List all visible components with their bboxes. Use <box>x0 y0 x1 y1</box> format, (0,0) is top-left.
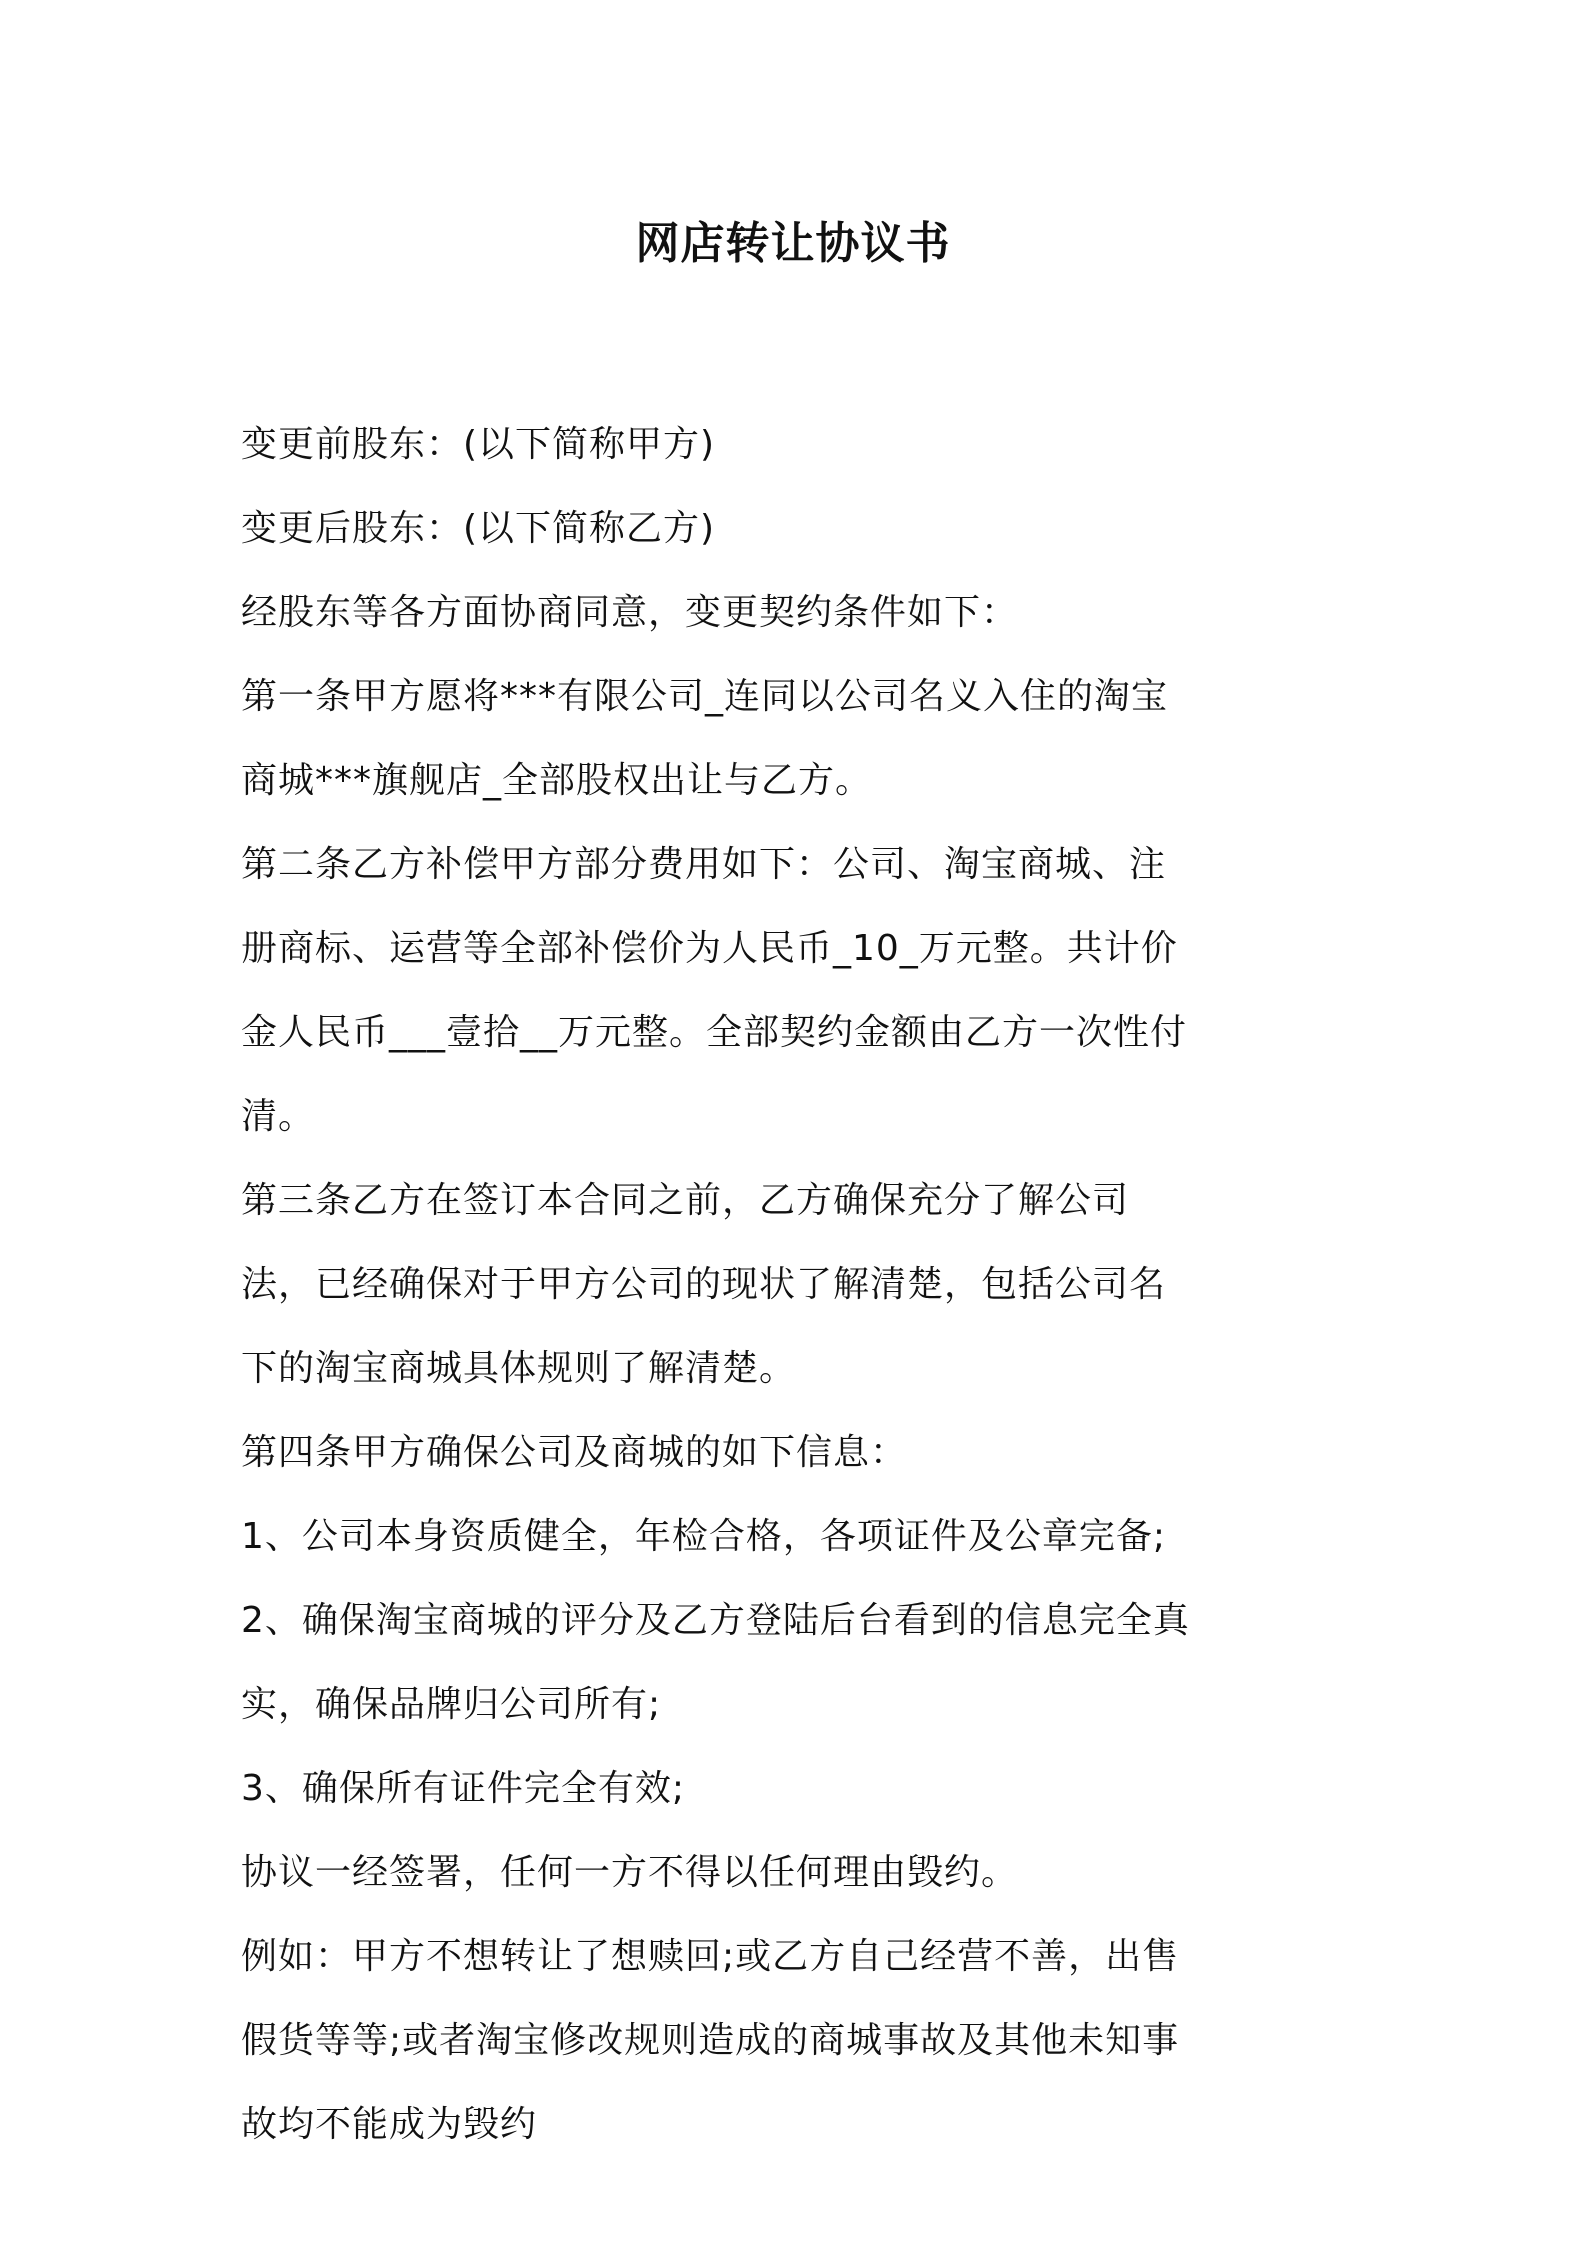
document-title: 网店转让协议书 <box>635 218 951 269</box>
paragraph-item-3: 3、确保所有证件完全有效; <box>241 1768 686 1809</box>
paragraph-article-2: 第二条乙方补偿甲方部分费用如下：公司、淘宝商城、注册商标、运营等全部补偿价为人民币_10_万元整。共计价金人民币___壹拾__万元整。全部契约金额由乙方一次性付清。 <box>241 844 1188 1137</box>
paragraph-party-b: 变更后股东：(以下简称乙方) <box>241 508 716 549</box>
paragraph-item-2: 2、确保淘宝商城的评分及乙方登陆后台看到的信息完全真实，确保品牌归公司所有; <box>241 1600 1190 1725</box>
paragraph-intro: 经股东等各方面协商同意，变更契约条件如下： <box>241 592 1019 633</box>
paragraph-examples: 例如：甲方不想转让了想赎回;或乙方自己经营不善，出售假货等等;或者淘宝修改规则造成的商城事故及其他未知事故均不能成为毁约 <box>241 1936 1180 2145</box>
paragraph-article-1: 第一条甲方愿将***有限公司_连同以公司名义入住的淘宝商城***旗舰店_全部股权出让与乙方。 <box>241 676 1169 801</box>
paragraph-article-3: 第三条乙方在签订本合同之前，乙方确保充分了解公司法，已经确保对于甲方公司的现状了解清楚，包括公司名下的淘宝商城具体规则了解清楚。 <box>241 1180 1167 1389</box>
paragraph-party-a: 变更前股东：(以下简称甲方) <box>241 424 716 465</box>
document-body <box>241 403 1201 2167</box>
paragraph-item-1: 1、公司本身资质健全，年检合格，各项证件及公章完备; <box>241 1516 1167 1557</box>
paragraph-binding-clause: 协议一经签署，任何一方不得以任何理由毁约。 <box>241 1852 1019 1893</box>
paragraph-article-4: 第四条甲方确保公司及商城的如下信息： <box>241 1432 908 1473</box>
